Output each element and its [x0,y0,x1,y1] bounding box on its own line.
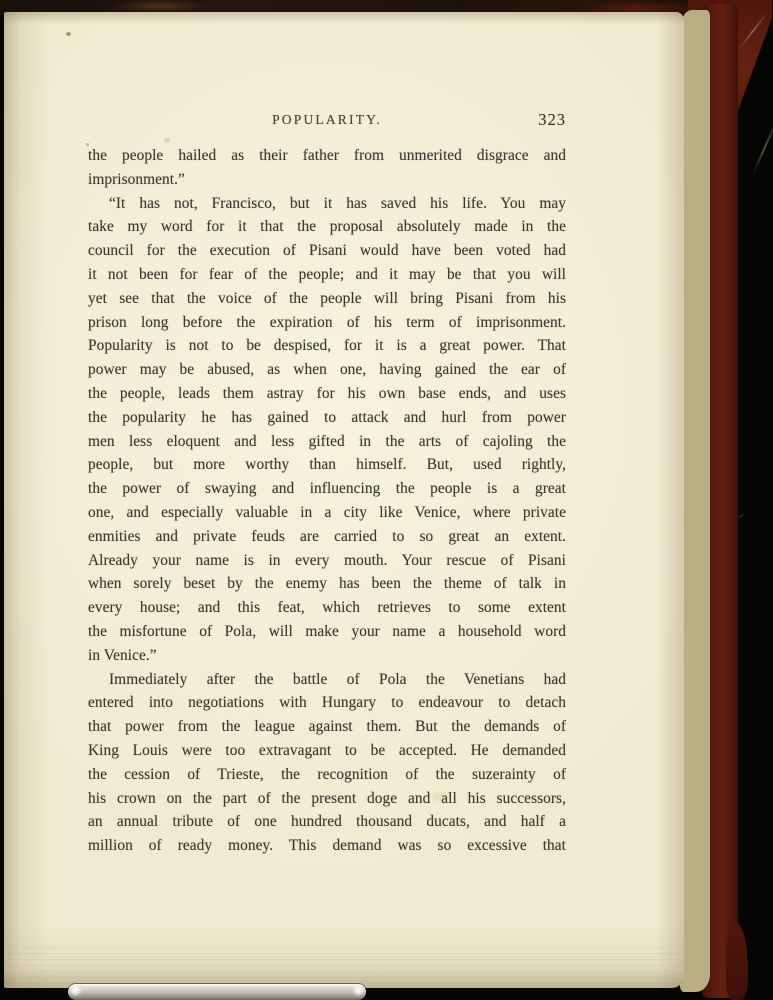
book-cover-bottom-corner [726,922,748,1000]
text-line: King Louis were too extravagant to be accepted. He demanded [88,741,566,759]
text-line: an annual tribute of one hundred thousand ducats, and half a [88,813,566,831]
paper-speck [66,32,71,36]
text-line: Already your name is in every mouth. Your rescue of Pisani [88,551,566,569]
page-header [88,112,566,134]
text-line: people, but more worthy than himself. But, used rightly, [88,456,566,474]
scratch-mark [752,120,773,174]
book-page [4,12,684,988]
text-line: the popularity he has gained to attack and hurl from power [88,408,566,426]
text-line: men less eloquent and less gifted in the arts of cajoling the [88,432,566,450]
text-line: the power of swaying and influencing the people is a great [88,480,566,498]
running-title: POPULARITY. [272,112,382,127]
text-line: that power from the league against them. But the demands of [88,718,566,736]
text-line: take my word for it that the proposal absolutely made in the [88,218,566,236]
text-line: entered into negotiations with Hungary to endeavour to detach [88,694,566,712]
scratch-mark [737,513,745,519]
text-line: in Venice.” [88,646,157,664]
page-fore-edge-stack [680,10,710,992]
text-line: power may be abused, as when one, having gained the ear of [88,361,566,379]
text-line: imprisonment.” [88,170,185,188]
text-line: the misfortune of Pola, will make your name a household word [88,622,566,640]
text-line: prison long before the expiration of his term of imprisonment. [88,313,566,331]
text-line: his crown on the part of the present doge and all his successors, [88,789,566,807]
text-line: every house; and this feat, which retrieves to some extent [88,599,566,617]
text-line: million of ready money. This demand was so excessive that [88,837,566,855]
text-line: it not been for fear of the people; and it may be that you will [88,265,566,283]
text-line: the cession of Trieste, the recognition of the suzerainty of [88,765,566,783]
text-line: Popularity is not to be despised, for it is a great power. That [88,337,566,355]
text-line: the people, leads them astray for his own base ends, and uses [88,384,566,402]
page-text [88,144,566,858]
text-line: yet see that the voice of the people will bring Pisani from his [88,289,566,307]
text-line: when sorely beset by the enemy has been the theme of talk in [88,575,566,593]
text-line: “It has not, Francisco, but it has saved his life. You may [109,194,566,212]
paper-speck [164,138,170,143]
text-line: Immediately after the battle of Pola the Venetians had [109,670,566,688]
cradle-bar [68,984,366,1000]
text-line: council for the execution of Pisani would have been voted had [88,242,566,260]
page-number: 323 [538,110,566,129]
text-line: enmities and private feuds are carried to so great an extent. [88,527,566,545]
text-line: the people hailed as their father from unmerited disgrace and [88,147,566,164]
text-line: one, and especially valuable in a city like Venice, where private [88,503,566,521]
page-bottom-edge-texture [4,942,684,988]
